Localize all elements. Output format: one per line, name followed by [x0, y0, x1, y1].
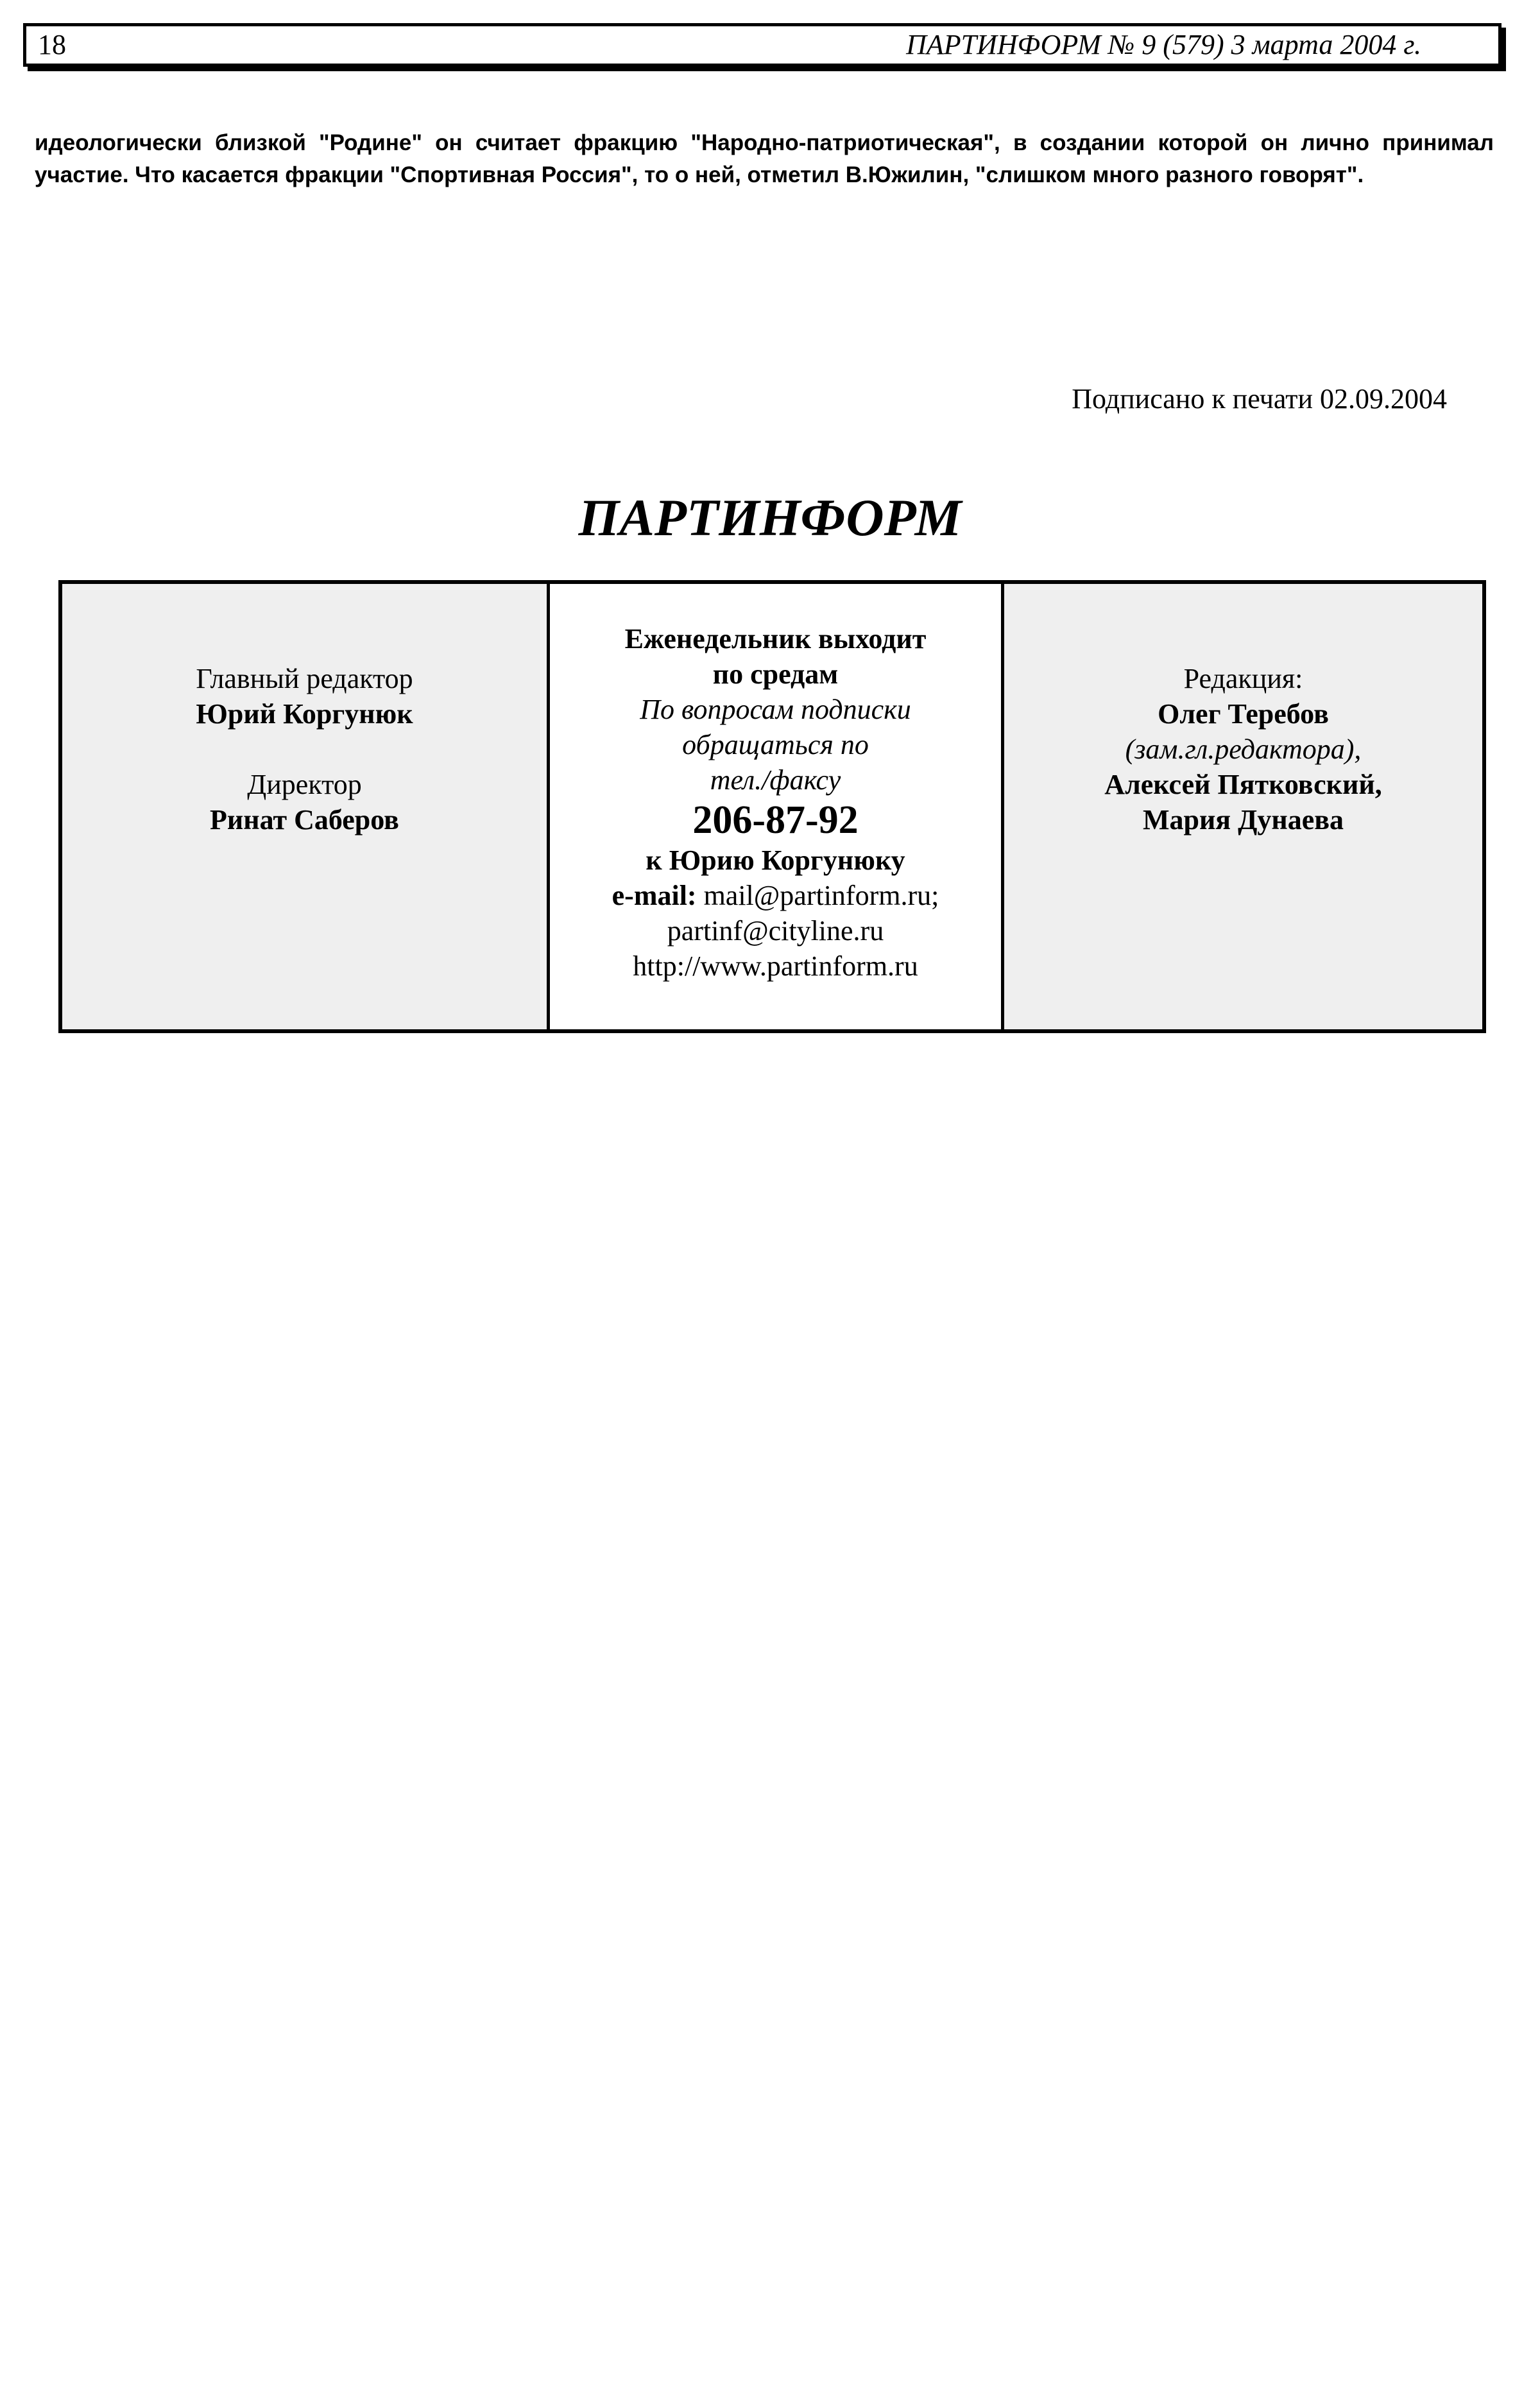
- masthead-title: ПАРТИНФОРМ: [578, 488, 962, 547]
- imprint-middle-column: [550, 584, 1004, 1029]
- subscription-line-3: тел./факсу: [710, 764, 841, 796]
- issue-title: ПАРТИНФОРМ № 9 (579) 3 марта 2004 г.: [906, 29, 1421, 60]
- staff-label: Редакция:: [1183, 663, 1303, 694]
- staff-2-name: Алексей Пятковский,: [1104, 769, 1382, 800]
- weekly-line-1: Еженедельник выходит: [624, 623, 927, 655]
- director-label: Директор: [247, 769, 362, 800]
- email-address-2[interactable]: partinf@cityline.ru: [667, 915, 884, 947]
- email-address-1[interactable]: mail@partinform.ru;: [703, 880, 939, 911]
- staff-3-name: Мария Дунаева: [1142, 804, 1344, 835]
- director-name: Ринат Саберов: [210, 804, 399, 835]
- contact-person: к Юрию Коргунюку: [646, 844, 905, 876]
- email-line: [612, 878, 939, 913]
- article-paragraph: идеологически близкой "Родине" он считает фракцию "Народно-патриотическая", в создании которой он лично принимал участие. Что касается фракции "Спортивная Россия", то о ней, отметил В.Южилин, "слишком много разного говорят".: [35, 130, 1494, 187]
- page-header: [23, 23, 1502, 67]
- editor-label: Главный редактор: [196, 663, 413, 694]
- staff-1-role: (зам.гл.редактора),: [1125, 733, 1362, 765]
- staff-1-name: Олег Теребов: [1158, 698, 1329, 730]
- phone-number: 206-87-92: [692, 798, 859, 842]
- editor-name: Юрий Коргунюк: [196, 698, 413, 730]
- page-number: 18: [38, 29, 66, 60]
- imprint-left-column: [62, 584, 550, 1029]
- subscription-line-2: обращаться по: [682, 729, 869, 760]
- signed-to-print: Подписано к печати 02.09.2004: [1072, 383, 1447, 415]
- website-link[interactable]: http://www.partinform.ru: [633, 950, 918, 982]
- imprint-box: [58, 580, 1486, 1033]
- imprint-right-column: [1004, 584, 1482, 1029]
- email-label: e-mail:: [612, 880, 697, 911]
- weekly-line-2: по средам: [712, 658, 839, 690]
- subscription-line-1: По вопросам подписки: [640, 694, 911, 725]
